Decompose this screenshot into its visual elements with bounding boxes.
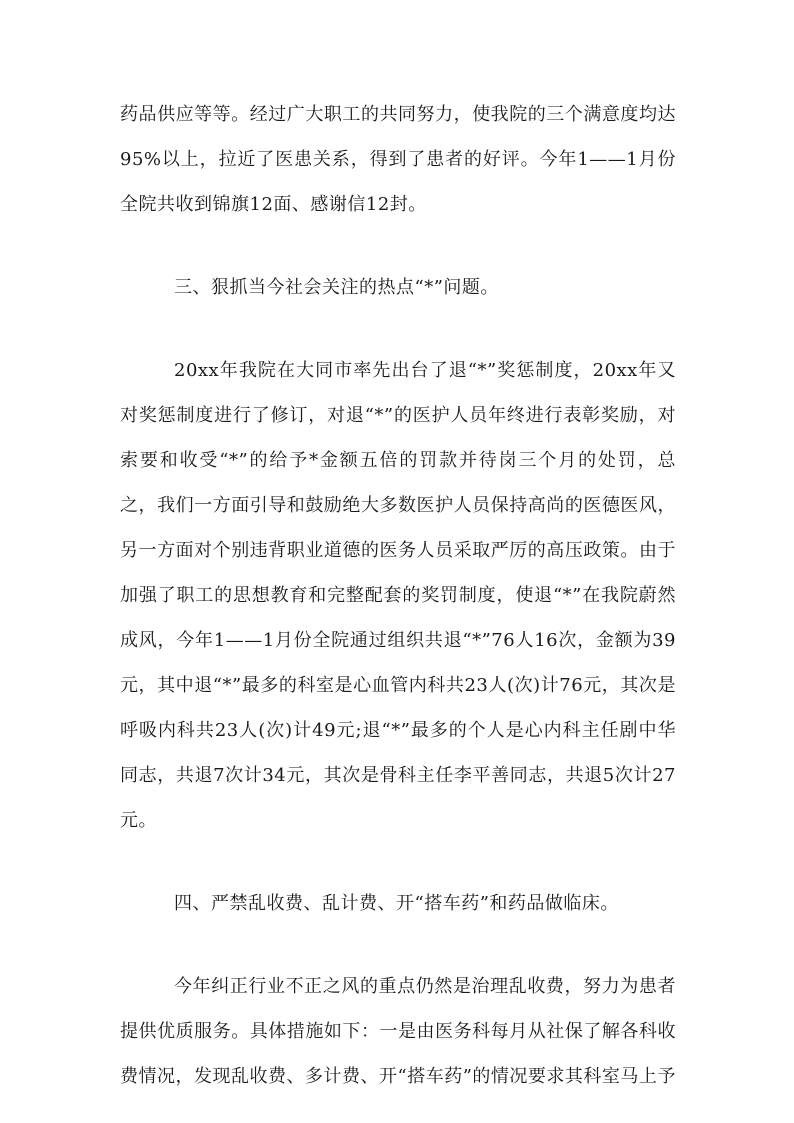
section-heading-three: 三、狠抓当今社会关注的热点“*”问题。 [174, 277, 499, 298]
section-heading-four: 四、严禁乱收费、乱计费、开“搭车药”和药品做临床。 [174, 893, 619, 914]
document-page [120, 92, 676, 1099]
paragraph-body: 20xx年我院在大同市率先出台了退“*”奖惩制度，20xx年又对奖惩制度进行了修订，对退“*”的医护人员年终进行表彰奖励，对索要和收受“*”的给予*金额五倍的罚款并待岗三个月的处罚，总之，我们一方面引导和鼓励绝大多数医护人员保持高尚的医德医风，另一方面对个别违背职业道德的医务人员采取严厉的高压政策。由于加强了职工的思想教育和完整配套的奖罚制度，使退“*”在我院蔚然成风，今年1——1月份全院通过组织共退“*”76人16次，金额为39元，其中退“*”最多的科室是心血管内科共23人(次)计76元，其次是呼吸内科共23人(次)计49元;退“*”最多的个人是心内科主任剧中华同志，共退7次计34元，其次是骨科主任李平善同志，共退5次计27元。 [120, 360, 676, 831]
paragraph-body: 今年纠正行业不正之风的重点仍然是治理乱收费，努力为患者提供优质服务。具体措施如下：一是由医务科每月从社保了解各科收费情况，发现乱收费、多计费、开“搭车药”的情况要求其科室马上予 [120, 976, 676, 1087]
paragraph-continuation: 药品供应等等。经过广大职工的共同努力，使我院的三个满意度均达95%以上，拉近了医患关系，得到了患者的好评。今年1——1月份全院共收到锦旗12面、感谢信12封。 [120, 104, 676, 215]
